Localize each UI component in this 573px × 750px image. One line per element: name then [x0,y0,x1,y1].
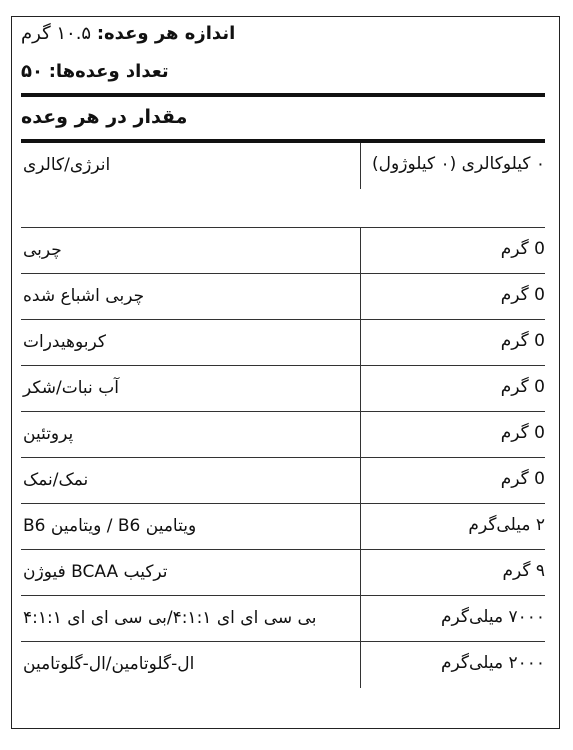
table-row [21,504,545,550]
nutrient-amount: ۰ کیلوکالری (۰ کیلوژول) [372,154,545,174]
nutrient-amount: 0 گرم [500,469,545,489]
column-divider [360,274,361,319]
servings-count-label: تعداد وعده‌ها: [48,61,169,82]
nutrient-name: ویتامین B6 / ویتامین B6 [23,516,197,536]
table-row [21,596,545,642]
column-divider [360,320,361,365]
table-row [21,320,545,366]
section-divider-top [21,93,545,97]
nutrient-name: انرژی/کالری [23,155,111,175]
servings-count-value: ۵۰ [21,61,43,82]
amount-per-serving-heading: مقدار در هر وعده [21,106,188,128]
table-row [21,550,545,596]
nutrient-amount: ۹ گرم [502,561,545,581]
serving-size-line [21,23,545,44]
table-row [21,228,545,274]
nutrient-name: کربوهیدرات [23,332,106,352]
nutrient-amount: ۲۰۰۰ میلی‌گرم [441,653,545,673]
column-divider [360,143,361,189]
column-divider [360,458,361,503]
table-row [21,458,545,504]
table-row [21,412,545,458]
nutrition-facts-panel [11,16,560,729]
nutrient-name: پروتئین [23,424,74,444]
nutrient-amount: 0 گرم [500,377,545,397]
nutrient-name: چربی [23,240,62,260]
nutrient-name: آب نبات/شکر [23,378,119,398]
nutrient-amount: ۷۰۰۰ میلی‌گرم [441,607,545,627]
column-divider [360,228,361,273]
nutrient-name: چربی اشباع شده [23,286,145,306]
table-row [21,642,545,688]
nutrient-amount: 0 گرم [500,239,545,259]
table-row [21,274,545,320]
column-divider [360,642,361,688]
column-divider [360,366,361,411]
column-divider [360,550,361,595]
column-divider [360,412,361,457]
nutrient-amount: 0 گرم [500,285,545,305]
table-row [21,143,545,228]
column-divider [360,596,361,641]
serving-size-value: ۱۰.۵ گرم [21,23,92,44]
nutrition-table [21,143,545,688]
table-row [21,366,545,412]
nutrient-name: ترکیب BCAA فیوژن [23,562,168,582]
nutrient-name: نمک/نمک [23,470,89,490]
servings-count-line [21,61,545,82]
nutrient-amount: 0 گرم [500,423,545,443]
serving-size-label: اندازه هر وعده: [96,23,236,44]
nutrient-name: ال-گلوتامین/ال-گلوتامین [23,654,195,674]
nutrient-amount: 0 گرم [500,331,545,351]
nutrient-amount: ۲ میلی‌گرم [468,515,545,535]
column-divider [360,504,361,549]
nutrient-name: بی سی ای ای ۴:۱:۱/بی سی ای ای ۴:۱:۱ [23,608,317,628]
